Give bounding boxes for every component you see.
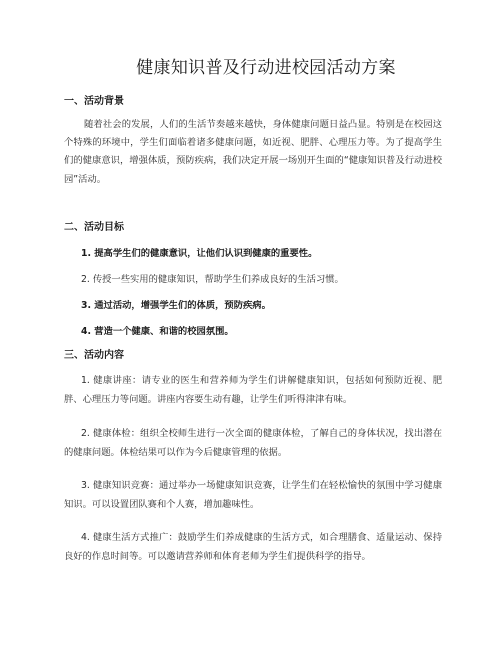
section-heading-content: 三、活动内容 <box>64 350 124 361</box>
content-item-3: 3. 健康知识竞赛：通过举办一场健康知识竞赛，让学生们在轻松愉快的氛围中学习健康知识。可以设置团队赛和个人赛，增加趣味性。 <box>64 480 442 510</box>
content-item-2: 2. 健康体检：组织全校师生进行一次全面的健康体检，了解自己的身体状况，找出潜在的健康问题。体检结果可以作为今后健康管理的依据。 <box>64 428 442 458</box>
content-item-4: 4. 健康生活方式推广：鼓励学生们养成健康的生活方式，如合理膳食、适量运动、保持良好的作息时间等。可以邀请营养师和体育老师为学生们提供科学的指导。 <box>64 532 442 562</box>
goal-item-4: 4. 营造一个健康、和谐的校园氛围。 <box>81 326 234 337</box>
section-heading-goals: 二、活动目标 <box>64 222 124 233</box>
goal-item-2: 2. 传授一些实用的健康知识，帮助学生们养成良好的生活习惯。 <box>81 274 344 285</box>
background-paragraph: 随着社会的发展，人们的生活节奏越来越快，身体健康问题日益凸显。特别是在校园这个特殊的环境中，学生们面临着诸多健康问题，如近视、肥胖、心理压力等。为了提高学生们的健康意识，增强体质，预防疾病，我们决定开展一场別开生面的“健康知识普及行动进校园”活动。 <box>64 119 442 185</box>
goal-item-3: 3. 通过活动，增强学生们的体质，预防疾病。 <box>81 300 271 311</box>
content-item-1: 1. 健康讲座：请专业的医生和营养师为学生们讲解健康知识，包括如何预防近视、肥胖、心理压力等问题。讲座内容要生动有趣，让学生们听得津津有味。 <box>64 375 442 405</box>
goal-item-1: 1. 提高学生们的健康意识，让他们认识到健康的重要性。 <box>81 248 318 259</box>
section-heading-background: 一、活动背景 <box>64 96 124 107</box>
document-title: 健康知识普及行动进校园活动方案 <box>136 58 396 78</box>
